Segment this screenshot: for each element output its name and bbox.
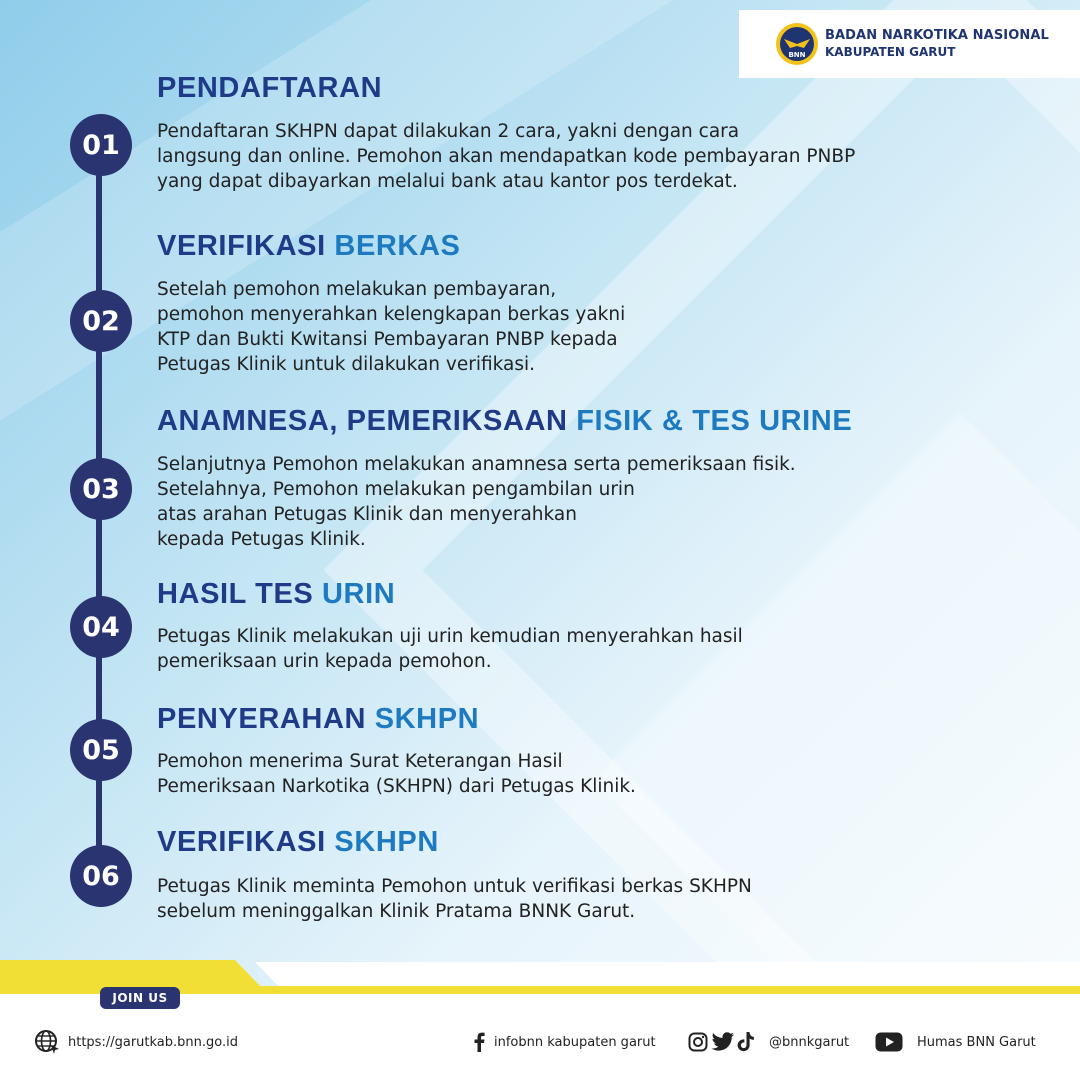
globe-icon [34,1029,60,1055]
tiktok-icon [737,1032,755,1052]
step-number-03: 03 [70,458,132,520]
step-body-01: Pendaftaran SKHPN dapat dilakukan 2 cara, yakni dengan cara langsung dan online. Pemohon akan mendapatkan kode pembayaran PNBP yang dapat dibayarkan melalui bank atau kantor pos terdekat. [157,121,856,192]
step-body-04: Petugas Klinik melakukan uji urin kemudian menyerahkan hasil pemeriksaan urin kepada pemohon. [157,626,743,672]
facebook-label[interactable]: infobnn kabupaten garut [494,1034,656,1050]
footer-facebook[interactable] [472,1028,656,1056]
footer-website[interactable] [34,1028,238,1056]
step-number-05: 05 [70,719,132,781]
step-title-03: ANAMNESA, PEMERIKSAAN FISIK & TES URINE [157,405,853,437]
step-body-05: Pemohon menerima Surat Keterangan Hasil Pemeriksaan Narkotika (SKHPN) dari Petugas Klinik. [157,751,636,797]
step-title-05: PENYERAHAN SKHPN [157,703,480,735]
step-body-03: Selanjutnya Pemohon melakukan anamnesa serta pemeriksaan fisik. Setelahnya, Pemohon melakukan pengambilan urin atas arahan Petugas Klinik dan menyerahkan kepada Petugas Klinik. [157,454,796,550]
step-body-02: Setelah pemohon melakukan pembayaran, pemohon menyerahkan kelengkapan berkas yakni KTP dan Bukti Kwitansi Pembayaran PNBP kepada Petugas Klinik untuk dilakukan verifikasi. [157,279,626,375]
youtube-label[interactable]: Humas BNN Garut [917,1034,1036,1050]
instagram-icon [688,1032,708,1052]
twitter-icon [711,1032,735,1052]
step-number-01: 01 [70,114,132,176]
logo-label: BNN [788,51,806,59]
step-title-02: VERIFIKASI BERKAS [157,230,461,262]
step-number-02: 02 [70,290,132,352]
footer-youtube[interactable] [875,1028,1036,1056]
social-handle-label[interactable]: @bnnkgarut [769,1034,850,1050]
header-org-text [825,27,1049,61]
step-title-04: HASIL TES URIN [157,578,396,610]
step-title-01: PENDAFTARAN [157,72,383,104]
header-logo-box [739,10,1080,78]
step-body-06: Petugas Klinik meminta Pemohon untuk verifikasi berkas SKHPN sebelum meninggalkan Klinik Pratama BNNK Garut. [157,876,752,922]
step-number-06: 06 [70,845,132,907]
bnn-logo-icon [775,22,819,66]
website-link[interactable]: https://garutkab.bnn.go.id [68,1034,238,1050]
org-unit: KABUPATEN GARUT [825,45,956,59]
step-title-06: VERIFIKASI SKHPN [157,826,439,858]
step-number-04: 04 [70,596,132,658]
youtube-icon [875,1032,903,1052]
join-us-badge: JOIN US [100,987,180,1009]
org-name: BADAN NARKOTIKA NASIONAL [825,28,1049,43]
facebook-icon [472,1032,486,1052]
footer-social-handle[interactable] [688,1028,849,1056]
